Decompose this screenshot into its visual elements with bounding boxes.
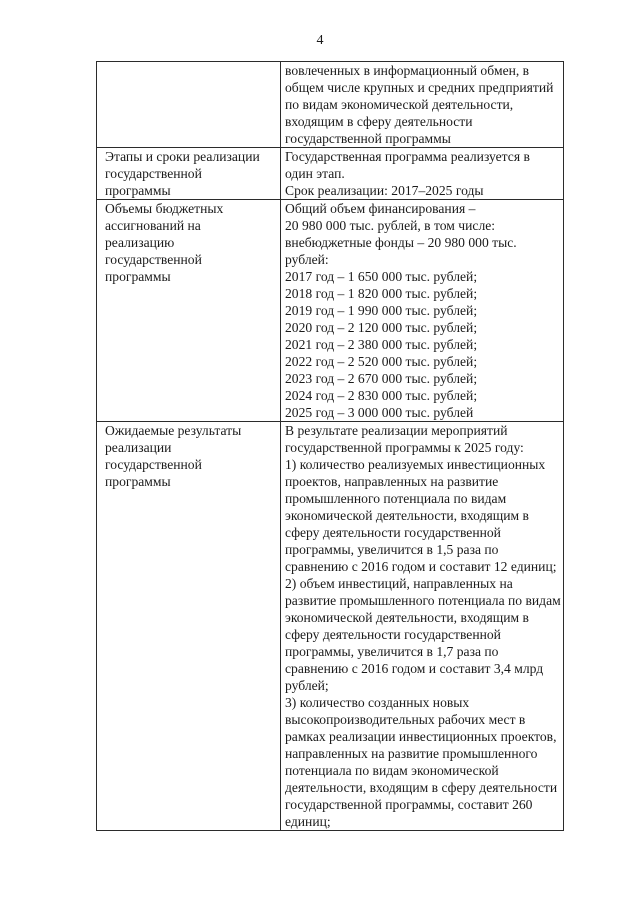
label-line: программы [105, 474, 171, 489]
label-line: реализации [105, 440, 172, 455]
row-label-cell [97, 422, 281, 831]
label-line: Этапы и сроки реализации [105, 149, 260, 164]
row-label-cell [97, 148, 281, 200]
value-line: общем числе крупных и средних предприятий [285, 80, 554, 95]
label-line: государственной [105, 166, 202, 181]
value-line: внебюджетные фонды – 20 980 000 тыс. [285, 235, 517, 250]
value-line: один этап. [285, 166, 345, 181]
label-line: ассигнований на [105, 218, 201, 233]
value-line: В результате реализации мероприятий [285, 423, 508, 438]
table-row [97, 422, 564, 831]
page-number: 4 [316, 33, 324, 48]
value-line: сферу деятельности государственной [285, 627, 501, 642]
value-line: по видам экономической деятельности, [285, 97, 514, 112]
label-line: программы [105, 269, 171, 284]
value-line: 2018 год – 1 820 000 тыс. рублей; [285, 286, 478, 301]
value-line: государственной программы к 2025 году: [285, 440, 524, 455]
row-label-cell [97, 200, 281, 422]
value-line: 20 980 000 тыс. рублей, в том числе: [285, 218, 496, 233]
value-line: деятельности, входящим в сферу деятельности [285, 780, 558, 795]
value-line: 2021 год – 2 380 000 тыс. рублей; [285, 337, 478, 352]
value-line: 2017 год – 1 650 000 тыс. рублей; [285, 269, 478, 284]
label-line: реализацию [105, 235, 175, 250]
value-line: Государственная программа реализуется в [285, 149, 530, 164]
value-line: высокопроизводительных рабочих мест в [285, 712, 526, 727]
row-label-cell [97, 62, 281, 148]
value-line: государственной программы [285, 131, 451, 146]
value-line: рублей; [285, 678, 329, 693]
value-line: вовлеченных в информационный обмен, в [285, 63, 530, 78]
value-line: рублей: [285, 252, 329, 267]
table-row [97, 62, 564, 148]
value-line: 2024 год – 2 830 000 тыс. рублей; [285, 388, 478, 403]
value-line: Срок реализации: 2017–2025 годы [285, 183, 484, 198]
row-value-cell [281, 200, 564, 422]
value-line: экономической деятельности, входящим в [285, 508, 529, 523]
value-line: программы, увеличится в 1,5 раза по [285, 542, 499, 557]
row-value-cell [281, 62, 564, 148]
label-line: государственной [105, 457, 202, 472]
value-line: сферу деятельности государственной [285, 525, 501, 540]
value-line: единиц; [285, 814, 331, 829]
value-line: 2025 год – 3 000 000 тыс. рублей [285, 405, 474, 420]
value-line: экономической деятельности, входящим в [285, 610, 529, 625]
value-line: 3) количество созданных новых [285, 695, 470, 710]
table-row [97, 148, 564, 200]
value-line: 2) объем инвестиций, направленных на [285, 576, 513, 591]
value-line: 2022 год – 2 520 000 тыс. рублей; [285, 354, 478, 369]
value-line: государственной программы, составит 260 [285, 797, 533, 812]
value-line: проектов, направленных на развитие [285, 474, 499, 489]
value-line: сравнению с 2016 годом и составит 12 единиц; [285, 559, 557, 574]
value-line: входящим в сферу деятельности [285, 114, 473, 129]
value-line: промышленного потенциала по видам [285, 491, 507, 506]
passport-table-body [97, 62, 564, 831]
value-line: сравнению с 2016 годом и составит 3,4 млрд [285, 661, 544, 676]
label-line: Ожидаемые результаты [105, 423, 242, 438]
label-line: государственной [105, 252, 202, 267]
value-line: программы, увеличится в 1,7 раза по [285, 644, 499, 659]
value-line: 2019 год – 1 990 000 тыс. рублей; [285, 303, 478, 318]
value-line: Общий объем финансирования – [285, 201, 476, 216]
label-line: Объемы бюджетных [105, 201, 224, 216]
row-value-cell [281, 148, 564, 200]
value-line: 2020 год – 2 120 000 тыс. рублей; [285, 320, 478, 335]
value-line: рамках реализации инвестиционных проектов, [285, 729, 557, 744]
label-line: программы [105, 183, 171, 198]
value-line: 1) количество реализуемых инвестиционных [285, 457, 546, 472]
value-line: 2023 год – 2 670 000 тыс. рублей; [285, 371, 478, 386]
row-value-cell [281, 422, 564, 831]
value-line: направленных на развитие промышленного [285, 746, 538, 761]
passport-table [96, 61, 564, 831]
value-line: потенциала по видам экономической [285, 763, 499, 778]
value-line: развитие промышленного потенциала по видам [285, 593, 561, 608]
table-row [97, 200, 564, 422]
